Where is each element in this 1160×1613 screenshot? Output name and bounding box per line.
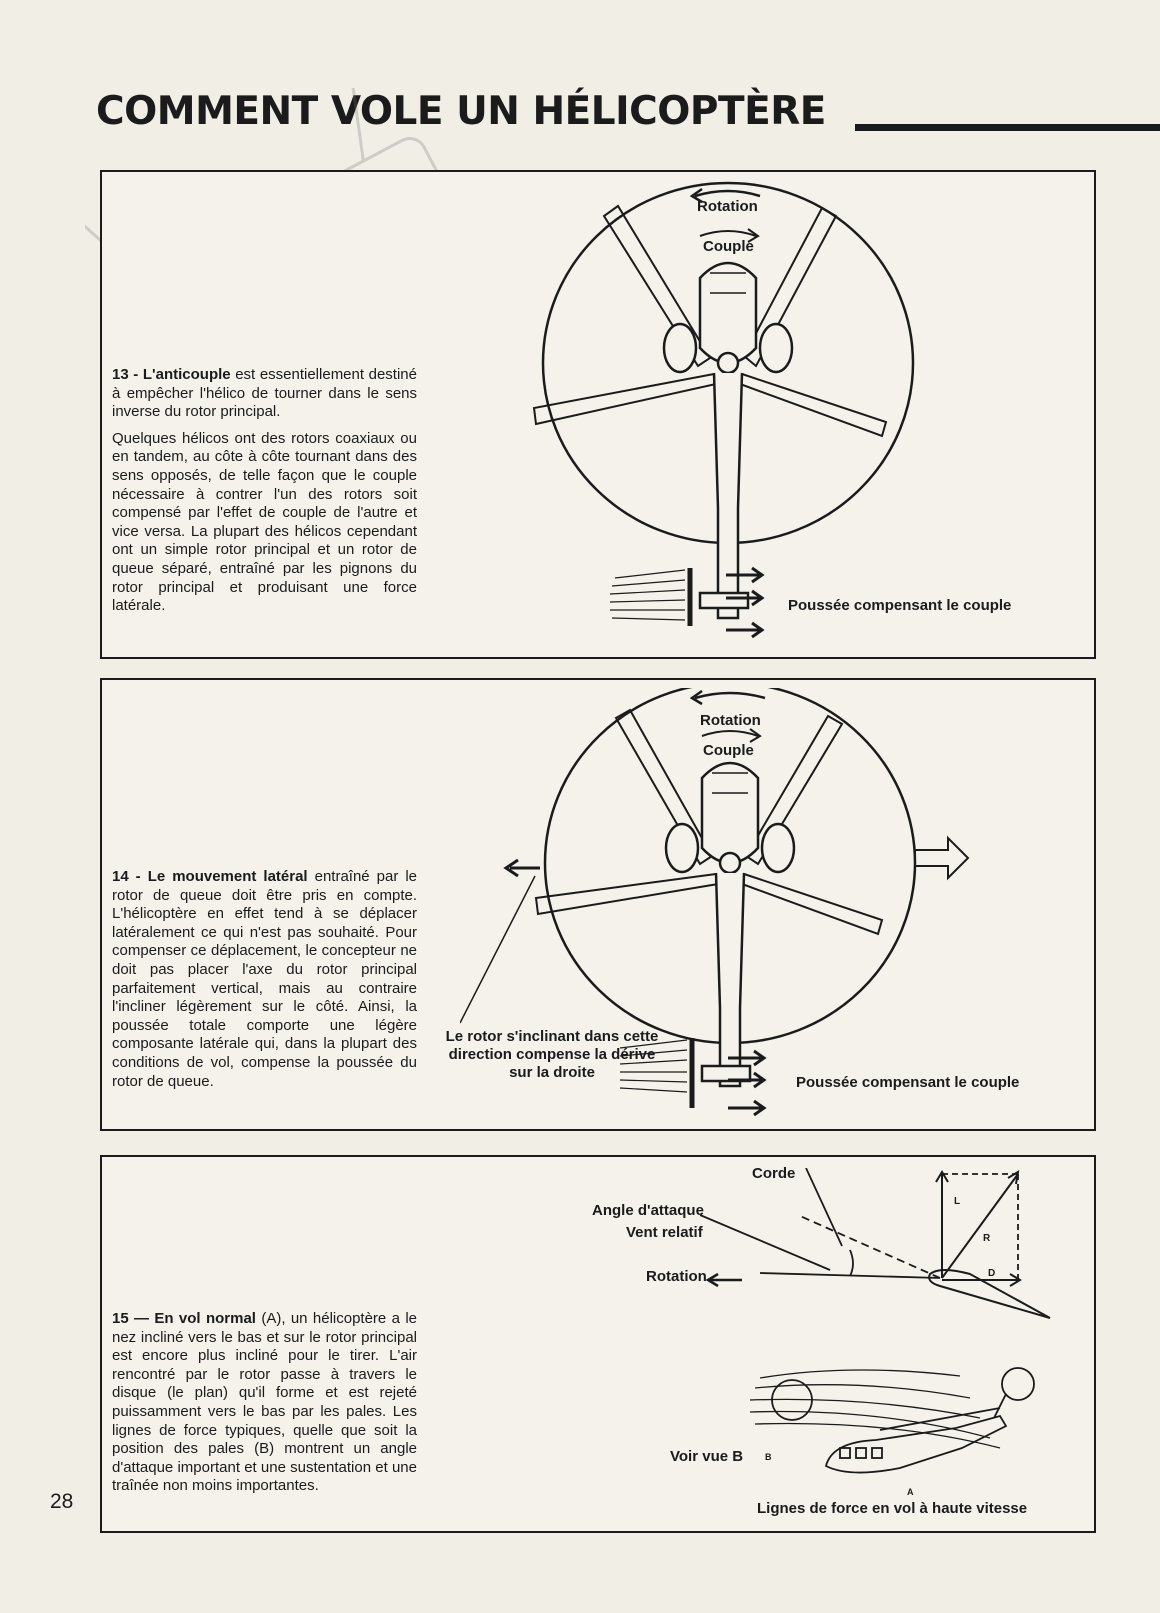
tilt-pointer (460, 876, 535, 1023)
title-rule (855, 124, 1160, 131)
label-thrust-13: Poussée compensant le couple (788, 597, 1012, 614)
label-voir-vue-b: Voir vue B (670, 1448, 744, 1465)
label-point-a: A (907, 1487, 914, 1497)
section13-text (112, 366, 417, 624)
label-vent-relatif: Vent relatif (626, 1224, 703, 1241)
label-lift: L (954, 1196, 961, 1207)
chord-line (800, 1216, 940, 1278)
section13-body: Quelques hélicos ont des rotors coaxiaux ou en tandem, au côte à côte tournant dans des sens opposés, de telle façon que le couple nécessaire à contrer l'un des rotors soit compensé par l'effet de couple de l'autre et vice versa. La plupart des hélicos cependant ont un simple rotor principal et un rotor de queue séparé, entraîné par les pignons du rotor principal et produisant une force latérale. (112, 429, 417, 615)
section14-heading: Le mouvement latéral (147, 868, 308, 885)
label-rotation-15: Rotation (646, 1268, 707, 1285)
rotation-arrow (695, 693, 765, 698)
label-rotation-13: Rotation (697, 198, 758, 215)
rotation-arrow (695, 191, 760, 196)
section14-text (112, 868, 417, 1099)
section13-intro: est essentiellement destiné à empêcher l'hélico de tourner dans le sens inverse du rotor principal. (112, 366, 417, 421)
section15-number: 15 — (112, 1310, 150, 1327)
flow-lines (750, 1370, 1000, 1448)
helicopter-body (666, 763, 794, 1108)
section15-heading: En vol normal (154, 1310, 256, 1327)
label-lignes-de-force: Lignes de force en vol à haute vitesse (757, 1500, 1028, 1517)
couple-arrow (702, 731, 758, 736)
section15-text (112, 1310, 417, 1504)
couple-arrow (700, 231, 756, 236)
label-couple-14: Couple (703, 742, 754, 759)
section14-number: 14 - (112, 868, 141, 885)
helicopter-body (664, 263, 792, 626)
label-couple-13: Couple (703, 238, 754, 255)
diagram-anticouple (520, 178, 1080, 656)
drift-arrow (915, 838, 968, 878)
section15-body: (A), un hélicoptère a le nez incliné vers le bas et sur le rotor principal est encore plus incliné pour le tirer. L'air rencontré par le rotor passe à travers le disque (le plan) qu'il forme et est rejeté puissamment vers le bas par les pales. Les lignes de force typiques, quelle que soit la position des pales (B) montrent un angle d'attaque important et une sustentation et une traînée non moins importantes. (112, 1310, 417, 1495)
tail-air-lines (610, 570, 685, 620)
label-point-b: B (765, 1452, 772, 1462)
label-rotation-14: Rotation (700, 712, 761, 729)
diagram-airfoil-forces (700, 1168, 1090, 1528)
page-number: 28 (50, 1490, 74, 1513)
page-title: COMMENT VOLE UN HÉLICOPTÈRE (96, 89, 826, 134)
section13-heading: L'anticouple (142, 366, 231, 383)
section13-number: 13 - (112, 366, 139, 383)
label-corde: Corde (752, 1165, 796, 1182)
label-drag: D (988, 1268, 996, 1279)
resultant-vector (942, 1174, 1018, 1278)
label-thrust-14: Poussée compensant le couple (796, 1074, 1020, 1091)
label-angle-attaque: Angle d'attaque (592, 1202, 704, 1219)
label-resultant: R (983, 1233, 991, 1244)
section14-body: entraîné par le rotor de queue doit être pris en compte. L'hélicoptère en effet tend à se déplacer latéralement ce qui n'est pas souhaité. Pour compenser ce déplacement, le concepteur ne doit pas placer l'axe du rotor principal parfaitement vertical, mais au contraire l'incliner légèrement sur le côté. Ainsi, la poussée totale comporte une légère composante latérale qui, dans la plupart des conditions de vol, compense la poussée du rotor de queue. (112, 868, 417, 1090)
label-tilt-direction: Le rotor s'inclinant dans cette direction compense la dérive sur la droite (445, 1028, 659, 1081)
